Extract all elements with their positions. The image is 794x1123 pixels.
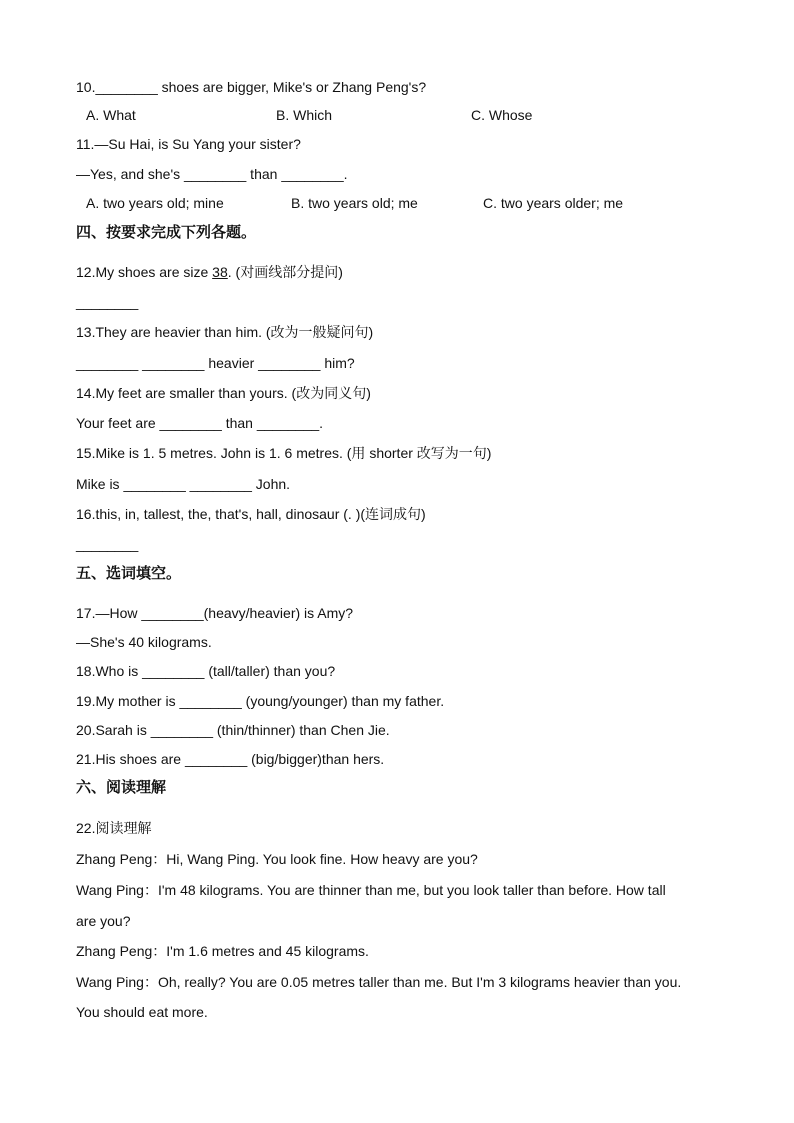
- question-17: 17.—How ________(heavy/heavier) is Amy?: [76, 605, 354, 621]
- question-22-title: 22.阅读理解: [76, 820, 152, 836]
- q12-text-after: . (对画线部分提问): [227, 264, 343, 280]
- q13-answer-line: ________ ________ heavier ________ him?: [76, 355, 355, 371]
- question-20: 20.Sarah is ________ (thin/thinner) than Chen Jie.: [76, 722, 390, 738]
- question-13: 13.They are heavier than him. (改为一般疑问句): [76, 324, 374, 340]
- q10-option-a: A. What: [86, 107, 136, 123]
- question-11: 11.—Su Hai, is Su Yang your sister?: [76, 136, 301, 152]
- dialogue-line: Wang Ping：Oh, really? You are 0.05 metres taller than me. But I'm 3 kilograms heavier than you.: [76, 974, 682, 990]
- dialogue-line: Zhang Peng：I'm 1.6 metres and 45 kilograms.: [76, 943, 369, 959]
- q10-option-b: B. Which: [276, 107, 333, 123]
- dialogue-line: Wang Ping：I'm 48 kilograms. You are thinner than me, but you look taller than before. How tall: [76, 882, 666, 898]
- question-21: 21.His shoes are ________ (big/bigger)than hers.: [76, 751, 385, 767]
- question-10: 10.________ shoes are bigger, Mike's or Zhang Peng's?: [76, 79, 427, 95]
- question-14: 14.My feet are smaller than yours. (改为同义句): [76, 385, 371, 401]
- section-6-heading: 六、阅读理解: [76, 779, 167, 796]
- q11-option-c: C. two years older; me: [483, 195, 624, 211]
- q12-answer-blank: ________: [76, 294, 139, 310]
- question-15: 15.Mike is 1. 5 metres. John is 1. 6 metres. (用 shorter 改写为一句): [76, 445, 492, 461]
- question-16: 16.this, in, tallest, the, that's, hall, dinosaur (. )(连词成句): [76, 506, 426, 522]
- dialogue-line: Zhang Peng：Hi, Wang Ping. You look fine. How heavy are you?: [76, 851, 478, 867]
- q16-answer-blank: ________: [76, 536, 139, 552]
- q11-option-a: A. two years old; mine: [86, 195, 224, 211]
- question-19: 19.My mother is ________ (young/younger) than my father.: [76, 693, 445, 709]
- dialogue-line: You should eat more.: [76, 1004, 208, 1020]
- q11-option-b: B. two years old; me: [291, 195, 418, 211]
- section-4-heading: 四、按要求完成下列各题。: [76, 224, 257, 241]
- question-17-reply: —She's 40 kilograms.: [76, 634, 212, 650]
- q10-option-c: C. Whose: [471, 107, 533, 123]
- q15-answer-line: Mike is ________ ________ John.: [76, 476, 291, 492]
- question-18: 18.Who is ________ (tall/taller) than you?: [76, 663, 336, 679]
- q12-underlined-value: 38: [212, 264, 228, 280]
- section-5-heading: 五、选词填空。: [76, 565, 182, 582]
- dialogue-line: are you?: [76, 913, 131, 929]
- question-11-reply: —Yes, and she's ________ than ________.: [76, 166, 348, 182]
- q12-text-before: 12.My shoes are size: [76, 264, 213, 280]
- question-12: [76, 263, 343, 281]
- q14-answer-line: Your feet are ________ than ________.: [76, 415, 324, 431]
